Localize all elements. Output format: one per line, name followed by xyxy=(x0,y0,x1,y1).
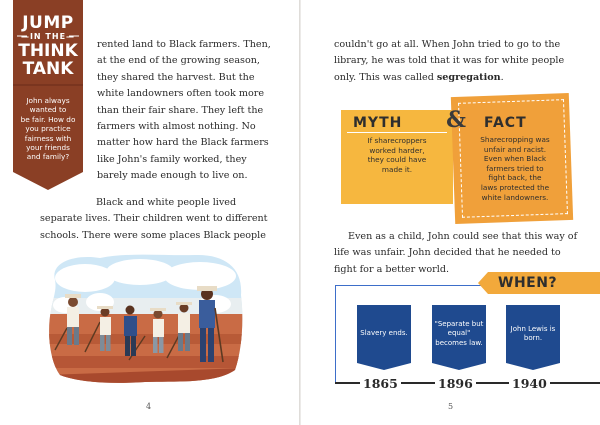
text-line: Even when Black xyxy=(483,154,547,164)
text-line: matter how hard the Black farmers xyxy=(97,137,269,149)
text-line: fight back, the xyxy=(488,173,542,183)
text-line: white landowners often took more xyxy=(97,88,265,100)
text-line-content: Even as a child, John could see that this way of xyxy=(348,231,578,242)
myth-fact-box xyxy=(341,95,571,222)
timeline-pointer xyxy=(506,363,560,370)
left-paragraph-2 xyxy=(40,195,290,244)
fact-title: FACT xyxy=(484,115,527,131)
timeline-year-1865: 1865 xyxy=(360,376,401,391)
myth-divider xyxy=(347,132,447,133)
timeline-event-1896: "Separate but equal" becomes law. xyxy=(432,305,486,363)
text-line: they shared the harvest. But the xyxy=(97,71,255,83)
text-line: than their fair share. They left the xyxy=(97,104,264,116)
text-line: farmers with almost nothing. No xyxy=(97,121,256,133)
text-line xyxy=(334,70,574,86)
text-line: separate lives. Their children went to different xyxy=(40,213,268,225)
left-paragraph-1 xyxy=(97,37,289,185)
page-number-left: 4 xyxy=(146,402,152,411)
timeline-year-1940: 1940 xyxy=(509,376,550,391)
text-line: couldn't go at all. When John tried to go to the xyxy=(334,39,561,50)
text-line: at the end of the growing season, xyxy=(97,55,260,67)
right-paragraph-2 xyxy=(334,229,579,278)
text-line: If sharecroppers xyxy=(367,136,427,145)
text-line xyxy=(40,195,290,211)
banner-title-tank: TANK xyxy=(22,59,74,79)
text-line: worked harder, xyxy=(369,145,425,155)
banner-question xyxy=(17,96,79,162)
text-line: they could have xyxy=(367,155,427,165)
myth-title: MYTH xyxy=(353,115,403,131)
when-label: WHEN? xyxy=(498,275,558,291)
text-line: library, he was told that it was for white people xyxy=(334,55,565,67)
text-line: Sharecropping was xyxy=(480,135,550,144)
text-line: rented land to Black farmers. Then, xyxy=(97,39,271,50)
timeline-pointer xyxy=(432,363,486,370)
term-segregation: segregation xyxy=(436,71,501,83)
right-paragraph-1 xyxy=(334,37,574,86)
text-line: white landowners. xyxy=(481,192,549,202)
text-line xyxy=(334,229,579,245)
myth-text xyxy=(349,136,445,174)
text-line: laws protected the xyxy=(480,182,550,192)
text-line: barely made enough to live on. xyxy=(97,170,248,182)
page-number-right: 5 xyxy=(448,402,454,411)
timeline-year-1896: 1896 xyxy=(435,376,476,391)
question-line: wanted to xyxy=(29,105,67,115)
question-line: John always xyxy=(26,96,70,105)
banner-title-think: THINK xyxy=(18,41,78,61)
think-tank-banner xyxy=(13,0,83,190)
when-tag xyxy=(488,272,600,294)
text-line: farmers tried to xyxy=(486,163,544,173)
sharecroppers-illustration xyxy=(45,250,245,385)
text-line: unfair and racist. xyxy=(483,144,547,154)
text-line-end: . xyxy=(500,71,504,83)
text-line: schools. There were some places Black people xyxy=(40,229,266,241)
banner-title-in-the: —IN THE— xyxy=(20,32,76,41)
question-line: be fair. How do xyxy=(20,114,76,124)
question-line: and family? xyxy=(26,152,70,162)
question-line: you practice xyxy=(25,124,71,134)
timeline-event-1940: John Lewis is born. xyxy=(506,305,560,363)
text-line-content: Black and white people lived xyxy=(96,197,237,208)
question-line: fairness with xyxy=(24,133,72,143)
question-line: your friends xyxy=(26,143,70,153)
banner-title-jump: JUMP xyxy=(22,13,74,33)
text-line-content: only. This was called xyxy=(334,71,437,83)
text-line: life was unfair. John decided that he needed to xyxy=(334,247,561,259)
right-page xyxy=(301,0,600,425)
left-page xyxy=(0,0,299,425)
fact-text xyxy=(465,135,565,202)
text-line: fight for a better world. xyxy=(334,263,450,275)
timeline-event-1865: Slavery ends. xyxy=(357,305,411,363)
text-line: made it. xyxy=(381,164,413,174)
ampersand: & xyxy=(446,107,466,133)
text-line: like John's family worked, they xyxy=(97,153,247,165)
timeline-pointer xyxy=(357,363,411,370)
